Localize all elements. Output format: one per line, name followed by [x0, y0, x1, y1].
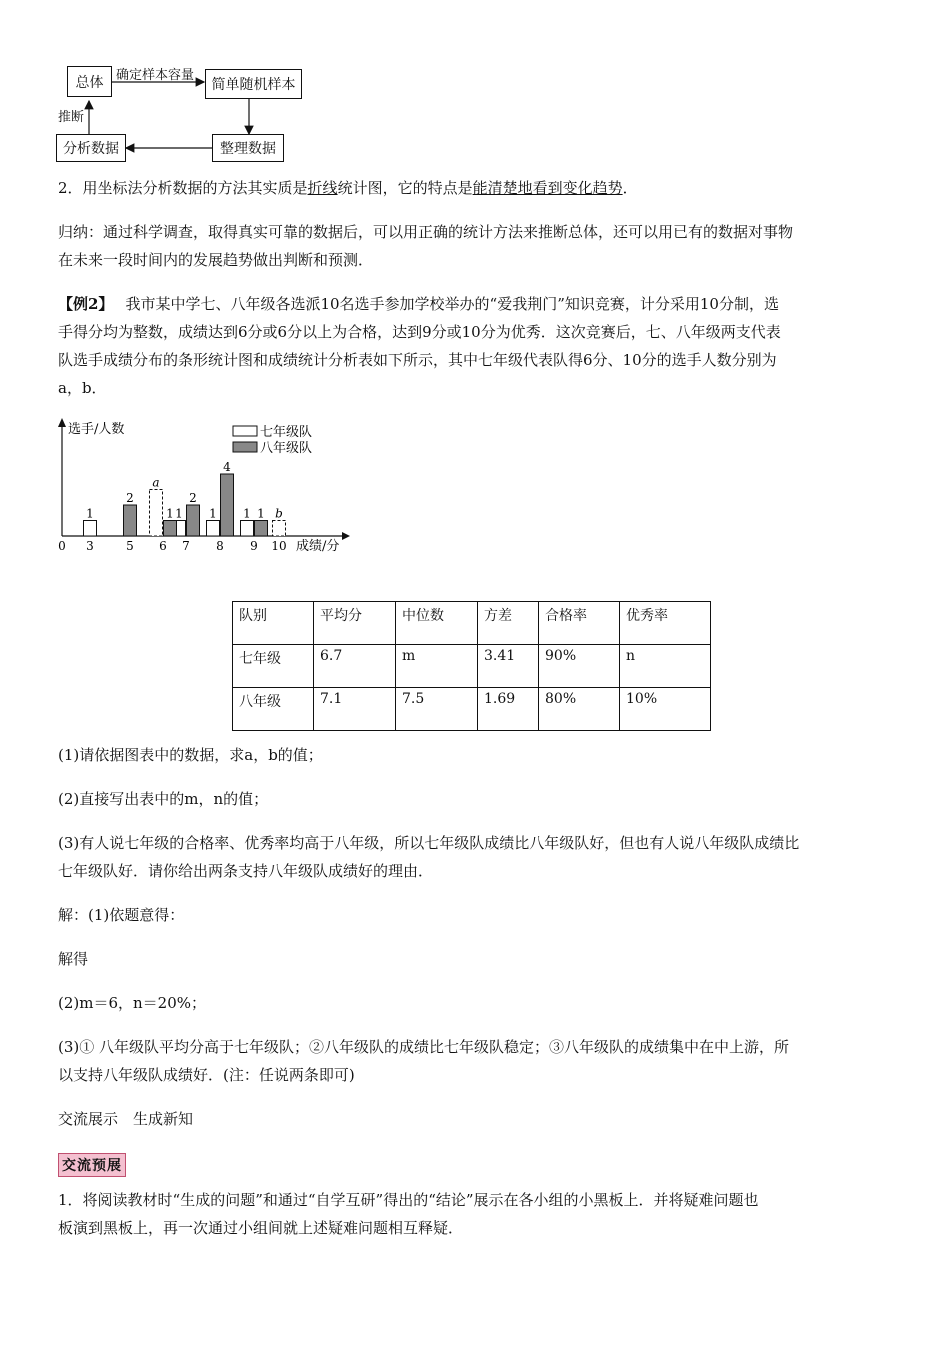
legend-label-grade7: 七年级队 — [260, 425, 313, 440]
bar-grade8 — [221, 474, 234, 536]
summary-line-1: 归纳：通过科学调查，取得真实可靠的数据后，可以用正确的统计方法来推断总体，还可以用已有的数据对事物 — [58, 223, 794, 241]
item2-prefix: 2．用坐标法分析数据的方法其实质是 — [58, 179, 308, 197]
bar-grade8 — [164, 521, 177, 537]
section-paragraph-line-1: 1．将阅读教材时“生成的问题”和通过“自学互研”得出的“结论”展示在各小组的小黑板上．并将疑难问题也 — [58, 1191, 759, 1209]
flow-population-label: 总体 — [75, 74, 104, 91]
example2-text-1: 我市某中学七、八年级各选派10名选手参加学校举办的“爱我荆门”知识竞赛，计分采用10分制，选 — [125, 295, 779, 313]
legend-label-grade8: 八年级队 — [260, 441, 313, 456]
flow-random-sample-label: 简单随机样本 — [211, 77, 296, 93]
bar-data-label: 2 — [126, 491, 134, 505]
bar-data-label: 1 — [86, 506, 94, 521]
item2-mid: 统计图，它的特点是 — [337, 179, 473, 197]
table-header-cell: 平均分 — [314, 602, 396, 645]
x-tick-label: 8 — [216, 539, 224, 553]
bar-grade7 — [84, 521, 97, 537]
x-tick-label: 9 — [250, 539, 258, 553]
summary-line-2: 在未来一段时间内的发展趋势做出判断和预测． — [58, 251, 374, 269]
table-row — [233, 645, 711, 688]
flow-organize-label: 整理数据 — [220, 141, 276, 157]
table-cell: 八年级 — [233, 688, 314, 731]
y-axis-arrow — [58, 418, 66, 427]
flow-population-box — [67, 66, 112, 97]
table-cell: 6.7 — [314, 645, 396, 688]
table-header-cell: 中位数 — [396, 602, 478, 645]
bar-grade7 — [273, 521, 286, 537]
bar-grade7 — [207, 521, 220, 537]
x-tick-label: 5 — [126, 539, 134, 553]
x-tick-label: 7 — [182, 539, 190, 553]
table-cell: m — [396, 645, 478, 688]
flow-sample-size-label: 确定样本容量 — [116, 68, 195, 83]
bar-data-label: 1 — [243, 506, 251, 521]
table-cell: 90% — [539, 645, 620, 688]
flow-infer-label: 推断 — [58, 110, 85, 125]
question-3-line-1: (3)有人说七年级的合格率、优秀率均高于八年级，所以七年级队成绩比八年级队好，但也有人说八年级队成绩比 — [58, 834, 800, 852]
bar-grade8 — [124, 505, 137, 536]
flow-random-sample-box — [205, 69, 302, 99]
x-tick-label: 0 — [58, 539, 66, 553]
table-row — [233, 688, 711, 731]
example2-line-3: 队选手成绩分布的条形统计图和成绩统计分析表如下所示，其中七年级代表队得6分、10分的选手人数分别为 — [58, 351, 777, 369]
table-cell: 80% — [539, 688, 620, 731]
solution-1b: 解得 — [58, 950, 89, 968]
bar-data-label: 1 — [175, 506, 183, 521]
table-cell: 1.69 — [478, 688, 539, 731]
table-header-cell: 合格率 — [539, 602, 620, 645]
item2-suffix: ． — [622, 179, 638, 197]
stats-table — [232, 601, 711, 731]
table-header-row — [233, 602, 711, 645]
table-cell: 七年级 — [233, 645, 314, 688]
bar-data-label: b — [275, 506, 283, 521]
chart-xlabel: 成绩/分 — [296, 539, 340, 554]
solution-3-line-2: 以支持八年级队成绩好．(注：任说两条即可) — [58, 1066, 355, 1084]
solution-2: (2)m＝6，n＝20%； — [58, 994, 207, 1012]
question-1: (1)请依据图表中的数据，求a，b的值； — [58, 746, 323, 764]
x-tick-label: 6 — [159, 539, 167, 553]
table-cell: 7.1 — [314, 688, 396, 731]
item2-answer-1: 折线 — [307, 179, 338, 197]
flow-organize-box — [212, 134, 284, 162]
section-title: 交流展示 生成新知 — [58, 1110, 194, 1128]
solution-3-line-1: (3)① 八年级队平均分高于七年级队；②八年级队的成绩比七年级队稳定；③八年级队的成绩集中在中上游，所 — [58, 1038, 790, 1056]
table-cell: 7.5 — [396, 688, 478, 731]
example2-line-4: a，b． — [58, 379, 107, 397]
bar-data-label: 1 — [209, 506, 217, 521]
legend-swatch-grade7 — [233, 426, 257, 436]
bar-grade8 — [187, 505, 200, 536]
section-paragraph-line-2: 板演到黑板上，再一次通过小组间就上述疑难问题相互释疑． — [58, 1219, 464, 1237]
table-header-cell: 队别 — [233, 602, 314, 645]
table-header-cell: 方差 — [478, 602, 539, 645]
item2-text — [58, 178, 638, 198]
solution-1: 解：(1)依题意得： — [58, 906, 185, 924]
example2-tag: 【例2】 — [58, 295, 114, 313]
bar-data-label: 1 — [257, 506, 265, 521]
x-tick-label: 3 — [86, 539, 94, 553]
x-tick-label: 10 — [271, 539, 287, 553]
flow-analyze-box — [56, 134, 126, 162]
bar-chart — [50, 415, 360, 565]
question-2: (2)直接写出表中的m，n的值； — [58, 790, 269, 808]
bar-grade7 — [241, 521, 254, 537]
bar-data-label: 2 — [189, 491, 197, 505]
question-3-line-2: 七年级队好．请你给出两条支持八年级队成绩好的理由． — [58, 862, 434, 880]
chart-ylabel: 选手/人数 — [68, 422, 125, 437]
bar-data-label: 1 — [166, 506, 174, 521]
section-tag: 交流预展 — [58, 1153, 126, 1177]
bar-data-label: 4 — [223, 460, 231, 474]
legend-swatch-grade8 — [233, 442, 257, 452]
example2-line-1 — [58, 294, 779, 314]
item2-answer-2: 能清楚地看到变化趋势 — [472, 179, 623, 197]
table-cell: 10% — [620, 688, 711, 731]
table-cell: n — [620, 645, 711, 688]
example2-line-2: 手得分均为整数，成绩达到6分或6分以上为合格，达到9分或10分为优秀．这次竞赛后，七、八年级两支代表 — [58, 323, 781, 341]
bar-grade7 — [150, 490, 163, 537]
bar-data-label: a — [152, 475, 160, 490]
table-header-cell: 优秀率 — [620, 602, 711, 645]
table-cell: 3.41 — [478, 645, 539, 688]
bar-grade8 — [255, 521, 268, 537]
flow-analyze-label: 分析数据 — [63, 141, 119, 157]
x-axis-arrow — [342, 532, 350, 540]
